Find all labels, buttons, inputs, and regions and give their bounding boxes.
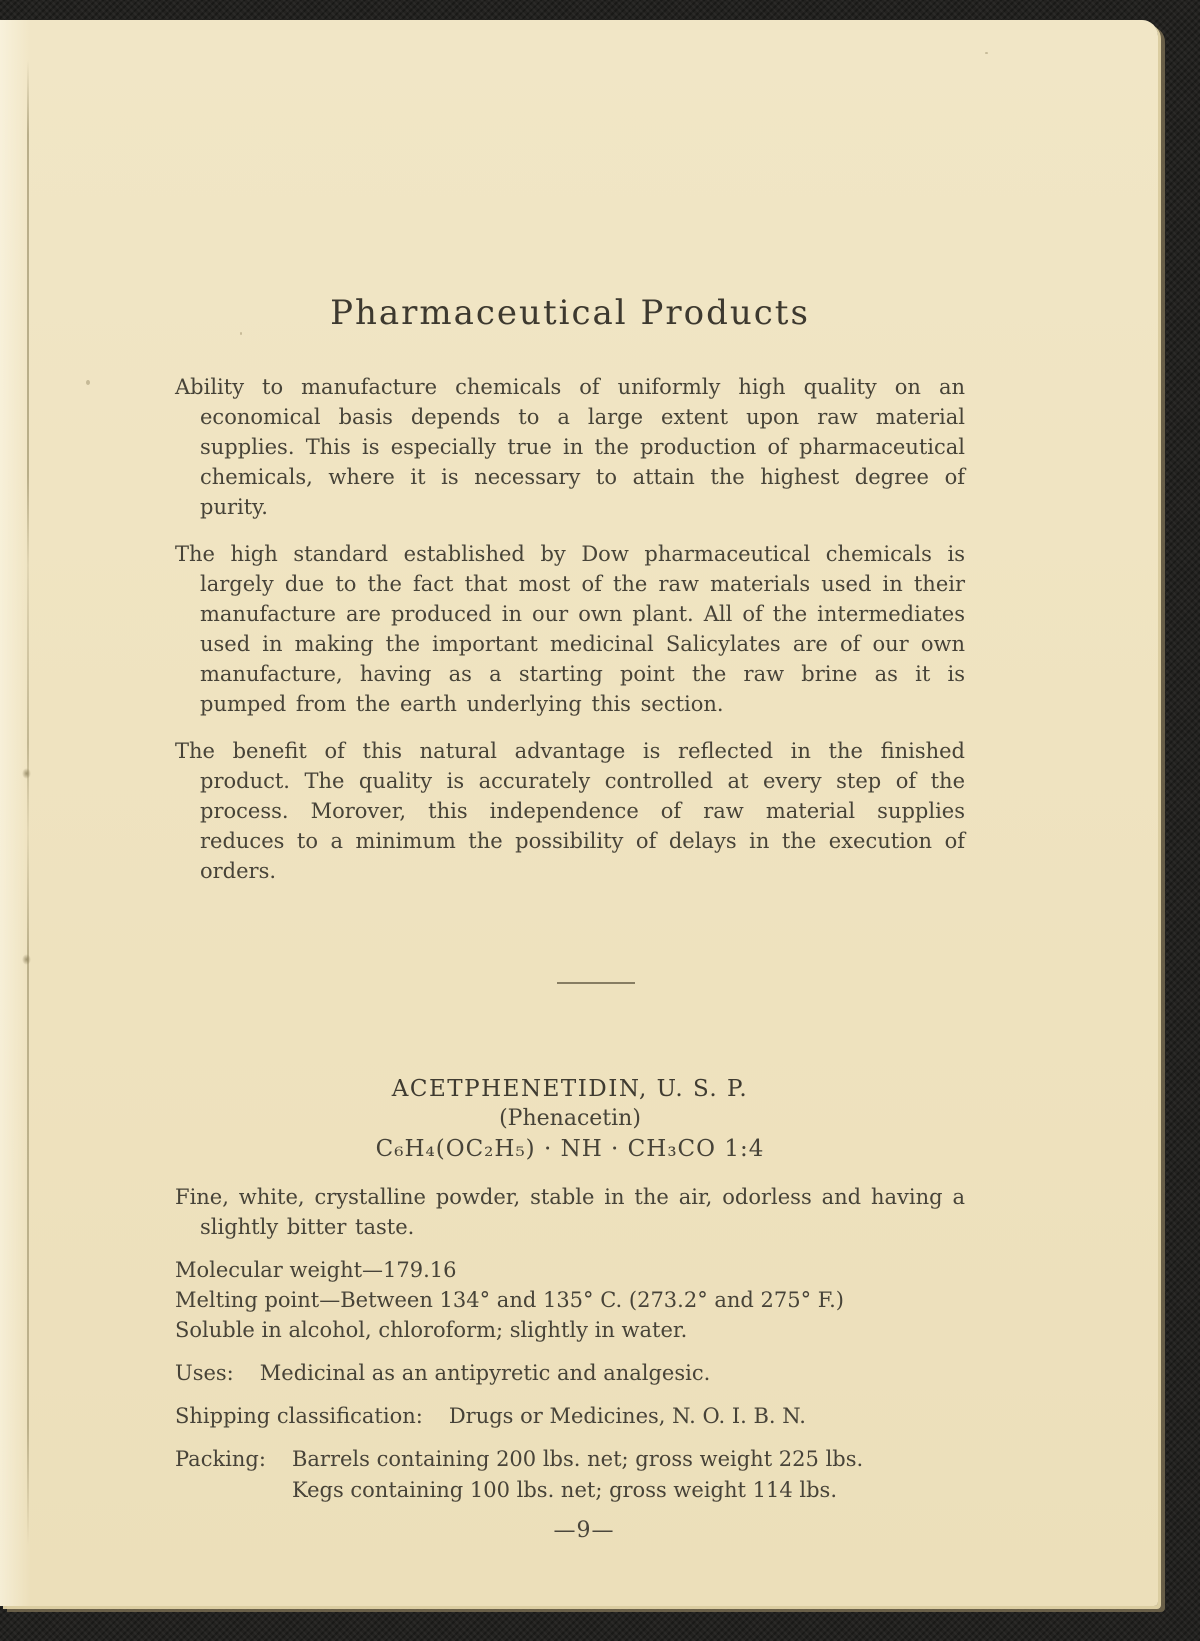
page-content [0, 292, 1158, 1543]
uses-label: Uses: [175, 1361, 234, 1385]
property-solubility: Soluble in alcohol, chloroform; slightly in water. [175, 1318, 688, 1342]
product-subheading: (Phenacetin) [499, 1106, 641, 1131]
packing-line-barrels: Barrels containing 200 lbs. net; gross weight 225 lbs. [291, 1447, 864, 1471]
packing-row [175, 1444, 965, 1506]
paragraph: The high standard established by Dow pharmaceutical chemicals is largely due to the fact that most of the raw materials used in their manufacture are produced in our own plant. All of the intermediates used in making the important medicinal Salicylates are of our own manufacture, having as a starting point the raw brine as it is pumped from the earth underlying this section. [175, 542, 965, 716]
page-number: —9— [553, 1518, 615, 1543]
shipping-classification-value: Drugs or Medicines, N. O. I. B. N. [448, 1404, 806, 1428]
property-melting-point: Melting point—Between 134° and 135° C. (273.2° and 275° F.) [175, 1288, 844, 1312]
product-heading: ACETPHENETIDIN, U. S. P. [391, 1076, 749, 1102]
packing-values [292, 1444, 863, 1506]
product-properties [175, 1255, 965, 1345]
uses-value: Medicinal as an antipyretic and analgesic. [259, 1361, 711, 1385]
packing-label: Packing: [175, 1447, 266, 1471]
page-title: Pharmaceutical Products [330, 293, 810, 333]
shipping-classification-row [175, 1401, 965, 1431]
section-divider-rule [557, 982, 635, 984]
product-chemical-formula: C₆H₄(OC₂H₅) · NH · CH₃CO 1:4 [375, 1136, 765, 1162]
paragraph: The benefit of this natural advantage is reflected in the finished product. The quality is accurately controlled at every step of the process. Morover, this independence of raw material supplies reduces to a minimum the possibility of delays in the execution of orders. [175, 739, 965, 883]
packing-line-kegs: Kegs containing 100 lbs. net; gross weight 114 lbs. [291, 1478, 837, 1502]
paper-speck [985, 52, 988, 54]
paragraph: Ability to manufacture chemicals of uniformly high quality on an economical basis depends to a large extent upon raw material supplies. This is especially true in the production of pharmaceutical chemicals, where it is necessary to attain the highest degree of purity. [175, 375, 965, 519]
uses-row [175, 1358, 965, 1388]
property-molecular-weight: Molecular weight—179.16 [175, 1258, 457, 1282]
book-page [0, 20, 1158, 1606]
shipping-classification-label: Shipping classification: [175, 1404, 423, 1428]
product-description: Fine, white, crystalline powder, stable in the air, odorless and having a slightly bitter taste. [175, 1185, 965, 1239]
